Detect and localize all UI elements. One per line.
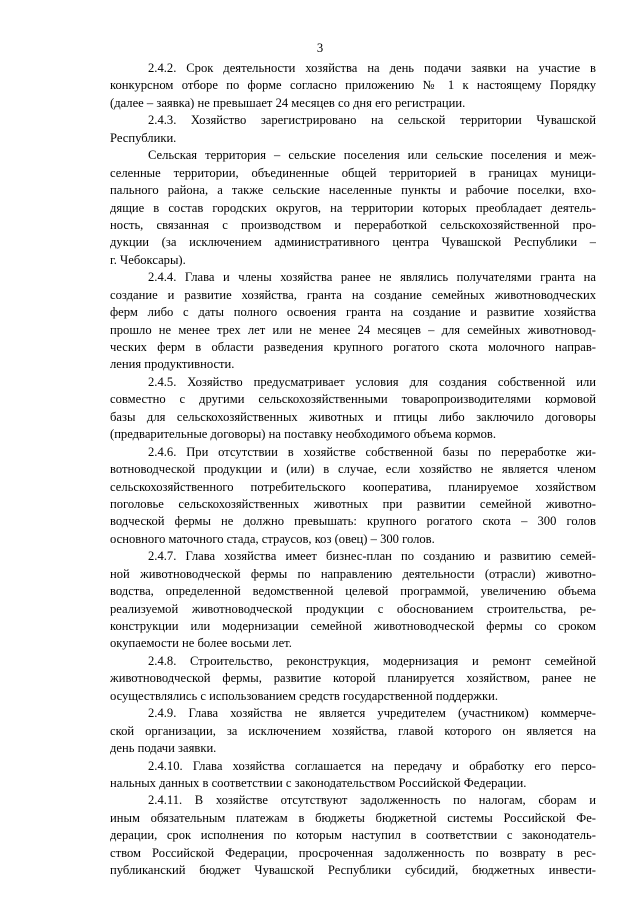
text-line: совместно с другими сельскохозяйственными товаропроизводителями кормовой <box>110 392 596 407</box>
text-line: селенные территории, объединенные общей территорией в границах муници- <box>110 165 596 180</box>
text-line: реализуемой животноводческой продукции с обоснованием строительства, ре- <box>110 601 596 616</box>
text-line: 2.4.2. Срок деятельности хозяйства на день подачи заявки на участие в <box>148 61 596 75</box>
text-line: основного маточного стада, страусов, коз (овец) – 300 голов. <box>110 531 435 546</box>
text-line: создание и развитие хозяйства, гранта на создание семейных животноводческих <box>110 287 596 302</box>
text-line: осуществлялись с использованием средств государственной поддержки. <box>110 688 499 703</box>
text-line: 2.4.9. Глава хозяйства не является учредителем (участником) коммерче- <box>148 706 596 721</box>
text-line: Сельская территория – сельские поселения или сельские поселения и меж- <box>148 148 596 163</box>
text-line: день подачи заявки. <box>110 741 217 756</box>
text-line: конкурсном отборе по форме согласно приложению № 1 к настоящему Порядку <box>110 78 596 93</box>
text-line: пального района, а также сельские населенные пункты и рабочие поселки, вхо- <box>110 183 596 198</box>
text-line: ность, связанная с производством и переработкой сельскохозяйственной про- <box>110 217 596 232</box>
text-line: 2.4.7. Глава хозяйства имеет бизнес-план по созданию и развитию семей- <box>148 549 596 564</box>
text-line: 2.4.8. Строительство, реконструкция, модернизация и ремонт семейной <box>148 653 596 668</box>
text-line: прошло не менее трех лет или не менее 24 месяцев – для семейных животновод- <box>110 322 596 337</box>
text-line: публиканский бюджет Чувашской Республики субсидий, бюджетных инвести- <box>110 863 596 878</box>
text-line: 2.4.4. Глава и члены хозяйства ранее не являлись получателями гранта на <box>148 270 596 285</box>
text-line: водческой фермы не должно превышать: крупного рогатого скота – 300 голов <box>110 514 596 529</box>
text-line: вотноводческой продукции и (или) в случае, если хозяйство не является членом <box>110 462 596 477</box>
text-line: ческих ферм в области разведения крупного рогатого скота молочного направ- <box>110 340 596 354</box>
text-line: базы для сельскохозяйственных животных и птицы либо заключило договоры <box>110 409 596 424</box>
text-line: дящие в состав городских округов, на территории которых преобладает деятель- <box>110 200 596 215</box>
text-line: водства, определенной ведомственной целевой программой, увеличению объема <box>110 584 596 599</box>
text-line: 2.4.11. В хозяйстве отсутствуют задолженность по налогам, сборам и <box>148 793 596 808</box>
text-line: 2.4.6. При отсутствии в хозяйстве собственной базы по переработке жи- <box>148 444 596 459</box>
text-line: окупаемости не более восьми лет. <box>110 636 292 651</box>
text-line: поголовье сельскохозяйственных животных при развитии семейной животно- <box>110 496 596 511</box>
text-line: 2.4.10. Глава хозяйства соглашается на передачу и обработку его персо- <box>148 758 596 773</box>
text-line: конструкции или модернизации семейной животноводческой фермы со сроком <box>110 619 596 633</box>
text-line: ной животноводческой фермы по направлению деятельности (отрасли) животно- <box>110 566 596 581</box>
text-line: (далее – заявка) не превышает 24 месяцев со дня его регистрации. <box>110 95 466 110</box>
text-line: ством Российской Федерации, просроченная задолженность по возврату в рес- <box>110 845 596 860</box>
text-line: ферм либо с даты полного освоения гранта на создание и развитие хозяйства <box>110 305 596 320</box>
text-line: Республики. <box>110 130 177 145</box>
text-line: г. Чебоксары). <box>110 252 186 267</box>
document-body <box>110 60 596 880</box>
page-number: 3 <box>316 41 324 55</box>
text-line: (предварительные договоры) на поставку необходимого объема кормов. <box>110 427 497 442</box>
text-line: иным обязательным платежам в бюджеты бюджетной системы Российской Фе- <box>110 810 596 825</box>
text-line: сельскохозяйственного потребительского кооператива, планируемое хозяйством <box>110 479 596 494</box>
text-line: ской организации, за исключением хозяйства, главой которого он является на <box>110 723 596 738</box>
text-line: ления продуктивности. <box>110 357 235 372</box>
text-line: животноводческой фермы, развитие которой планируется хозяйством, ранее не <box>110 671 596 686</box>
text-line: 2.4.3. Хозяйство зарегистрировано на сельской территории Чувашской <box>148 113 596 128</box>
text-line: 2.4.5. Хозяйство предусматривает условия для создания собственной или <box>148 374 596 389</box>
text-line: нальных данных в соответствии с законодательством Российской Федерации. <box>110 775 527 790</box>
text-line: дукции (за исключением административного центра Чувашской Республики – <box>110 235 596 250</box>
text-line: дерации, срок исполнения по которым наступил в соответствии с законодатель- <box>110 828 596 843</box>
